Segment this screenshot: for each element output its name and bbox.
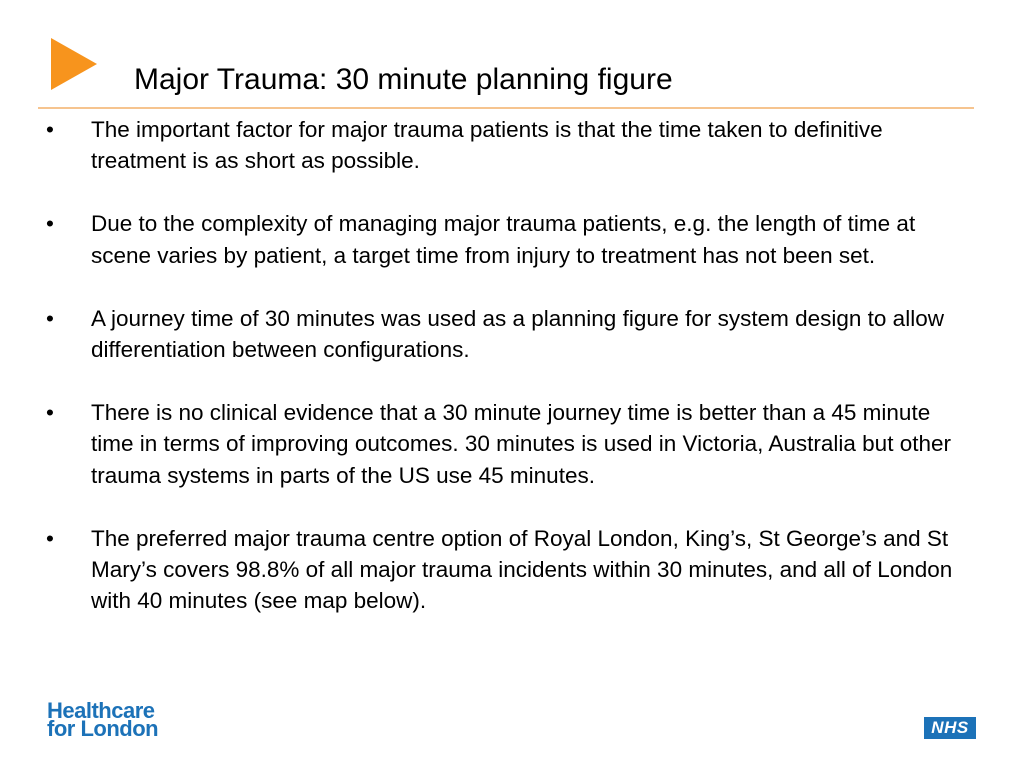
bullet-item bbox=[46, 523, 976, 617]
bullet-item bbox=[46, 114, 976, 176]
bullet-text: A journey time of 30 minutes was used as a planning figure for system design to allow differentiation between configurations. bbox=[91, 305, 944, 363]
bullet-marker: • bbox=[46, 400, 54, 426]
bullet-marker: • bbox=[46, 305, 54, 331]
orange-triangle-arrow-icon bbox=[49, 36, 99, 92]
bullet-marker: • bbox=[46, 525, 54, 551]
bullet-item bbox=[46, 397, 976, 491]
bullet-text: Due to the complexity of managing major trauma patients, e.g. the length of time at scene varies by patient, a target time from injury to treatment has not been set. bbox=[91, 211, 916, 268]
bullet-list bbox=[46, 114, 976, 616]
bullet-marker: • bbox=[46, 211, 54, 237]
nhs-logo: NHS bbox=[924, 717, 976, 739]
logo-line-1: Healthcare bbox=[47, 698, 155, 723]
logo-line-2: for London bbox=[47, 716, 159, 741]
healthcare-for-london-logo bbox=[47, 698, 159, 741]
bullet-marker: • bbox=[46, 117, 54, 142]
bullet-item bbox=[46, 303, 976, 365]
title-divider bbox=[38, 107, 974, 109]
bullet-text: The important factor for major trauma patients is that the time taken to definitive treatment is as short as possible. bbox=[91, 117, 883, 174]
page-title: Major Trauma: 30 minute planning figure bbox=[134, 63, 673, 96]
bullet-item bbox=[46, 208, 976, 270]
bullet-text: The preferred major trauma centre option of Royal London, King’s, St George’s and St Mary’s covers 98.8% of all major trauma incidents within 30 minutes, and all of London with 40 minutes (see map below). bbox=[91, 525, 953, 614]
bullet-text: There is no clinical evidence that a 30 minute journey time is better than a 45 minute time in terms of improving outcomes. 30 minutes is used in Victoria, Australia but other trauma systems in parts of the US use 45 minutes. bbox=[91, 400, 951, 488]
